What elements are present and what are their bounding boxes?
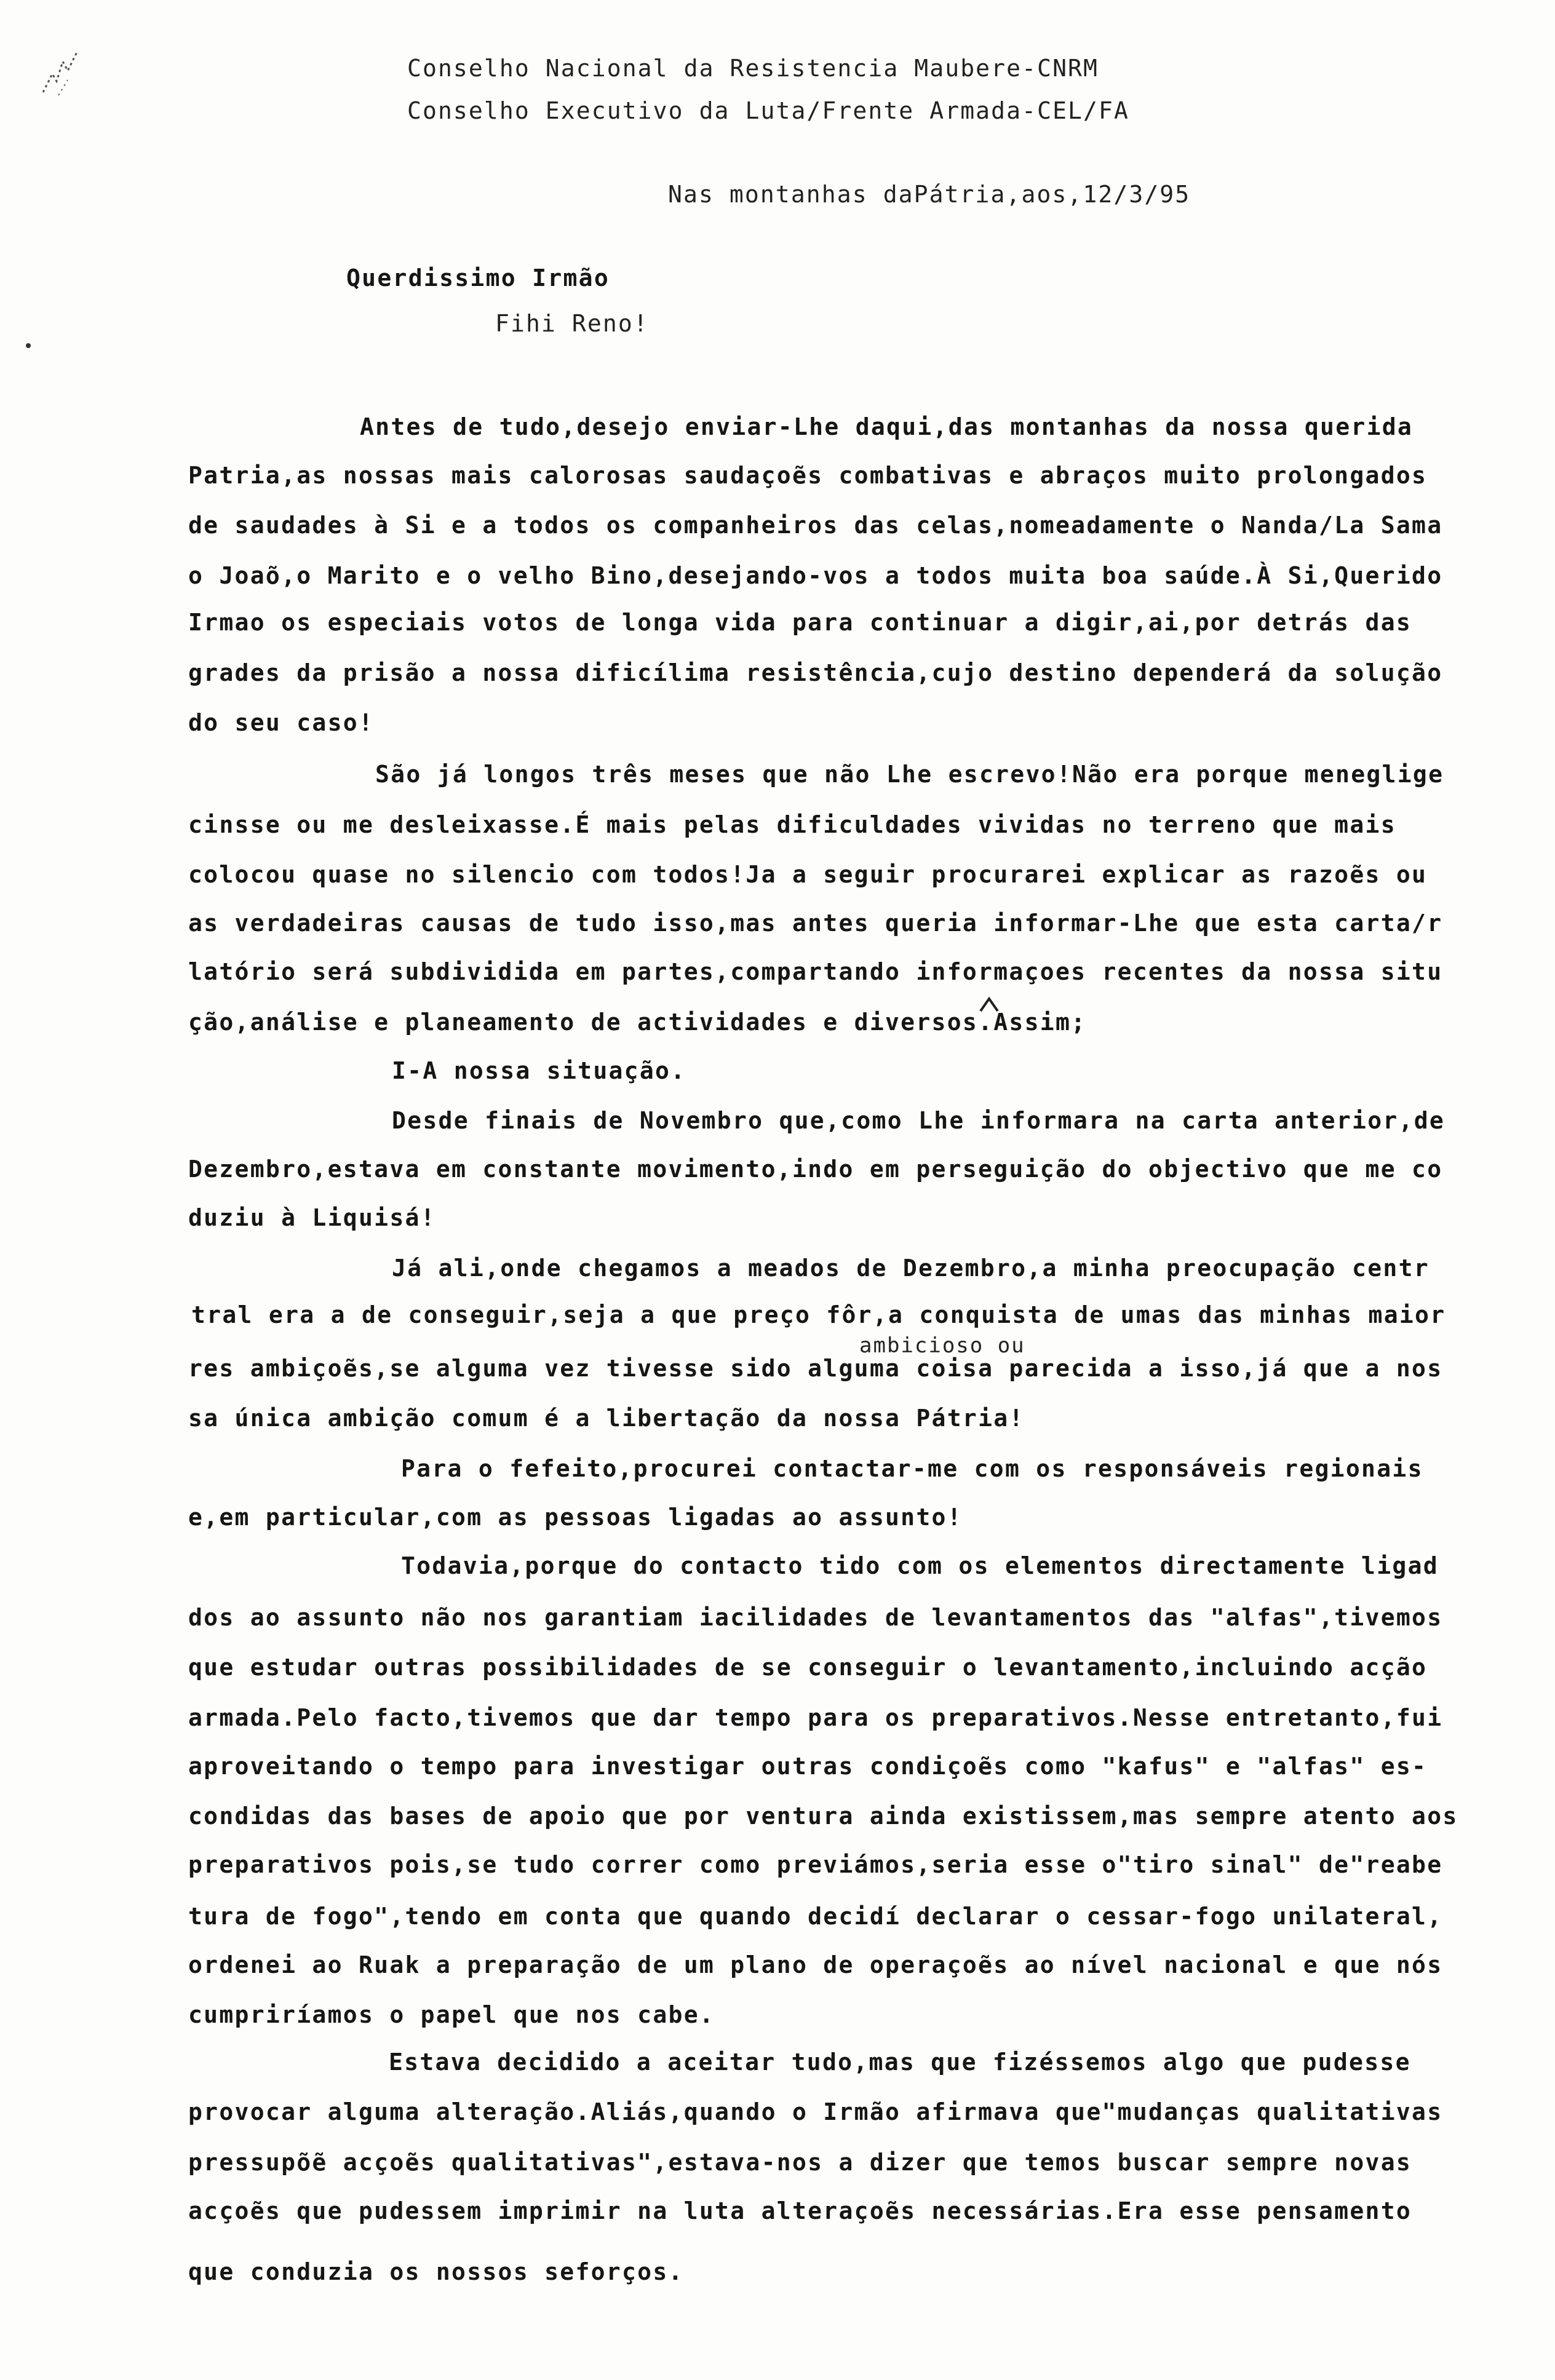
p1-line-2: Patria,as nossas mais calorosas saudaçoẽs combativas e abraços muito prolongados bbox=[188, 462, 1428, 489]
p6-line-2: dos ao assunto não nos garantiam iacilidades de levantamentos das "alfas",tivemos bbox=[188, 1604, 1443, 1631]
p2-line-6: ção,análise e planeamento de actividades e diversos.Assim; bbox=[188, 1009, 1087, 1036]
p4-insertion: ambicioso ou bbox=[859, 1333, 1025, 1358]
p6-line-8: tura de fogo",tendo em conta que quando decidí declarar o cessar-fogo unilateral, bbox=[188, 1903, 1443, 1930]
p5-line-1: Para o fefeito,procurei contactar-me com os responsáveis regionais bbox=[401, 1455, 1423, 1482]
p1-line-5: Irmao os especiais votos de longa vida para continuar a digir,ai,por detrás das bbox=[188, 609, 1412, 636]
p2-line-2: cinsse ou me desleixasse.É mais pelas dificuldades vividas no terreno que mais bbox=[188, 811, 1396, 838]
p6-line-1: Todavia,porque do contacto tido com os elementos directamente ligad bbox=[401, 1552, 1439, 1579]
p2-line-4: as verdadeiras causas de tudo isso,mas antes queria informar-Lhe que esta carta/r bbox=[188, 910, 1443, 937]
letterhead-line-2: Conselho Executivo da Luta/Frente Armada-CEL/FA bbox=[407, 97, 1129, 124]
p6-line-3: que estudar outras possibilidades de se conseguir o levantamento,incluindo acção bbox=[188, 1654, 1428, 1681]
p1-line-3: de saudades à Si e a todos os companheiros das celas,nomeadamente o Nanda/La Sama bbox=[188, 512, 1443, 539]
letterhead-line-1: Conselho Nacional da Resistencia Maubere-CNRM bbox=[407, 55, 1099, 82]
p6-line-9: ordenei ao Ruak a preparação de um plano de operaçoẽs ao nível nacional e que nós bbox=[188, 1951, 1443, 1978]
section-heading: I-A nossa situação. bbox=[392, 1057, 686, 1084]
p2-line-3: colocou quase no silencio com todos!Ja a seguir procurarei explicar as razoẽs ou bbox=[188, 861, 1428, 888]
addressee: Fihi Reno! bbox=[495, 310, 649, 337]
p3-line-2: Dezembro,estava em constante movimento,indo em perseguição do objectivo que me co bbox=[188, 1156, 1443, 1183]
p6-line-5: aproveitando o tempo para investigar outras condiçoẽs como "kafus" e "alfas" es- bbox=[188, 1753, 1428, 1780]
p7-line-3: pressupõẽ acçoẽs qualitativas",estava-nos a dizer que temos buscar sempre novas bbox=[188, 2149, 1412, 2176]
p1-line-1: Antes de tudo,desejo enviar-Lhe daqui,das montanhas da nossa querida bbox=[360, 413, 1414, 440]
p7-line-4: acçoẽs que pudessem imprimir na luta alteraçoẽs necessárias.Era esse pensamento bbox=[188, 2197, 1412, 2224]
p4-line-2: tral era a de conseguir,seja a que preço fôr,a conquista de umas das minhas maior bbox=[191, 1301, 1446, 1328]
p2-line-5: latório será subdividida em partes,compartando informaçoes recentes da nossa situ bbox=[188, 958, 1443, 985]
p7-line-5: que conduzia os nossos seforços. bbox=[188, 2258, 684, 2285]
p3-line-1: Desde finais de Novembro que,como Lhe informara na carta anterior,de bbox=[392, 1107, 1446, 1134]
p2-line-1: São já longos três meses que não Lhe escrevo!Não era porque meneglige bbox=[375, 761, 1444, 788]
p3-line-3: duziu à Liquisá! bbox=[188, 1204, 436, 1231]
p1-line-6: grades da prisão a nossa dificílima resistência,cujo destino dependerá da solução bbox=[188, 659, 1443, 686]
p7-line-1: Estava decidido a aceitar tudo,mas que fizéssemos algo que pudesse bbox=[389, 2049, 1411, 2076]
p7-line-2: provocar alguma alteração.Aliás,quando o Irmão afirmava que"mudanças qualitativas bbox=[188, 2098, 1443, 2125]
p4-line-1: Já ali,onde chegamos a meados de Dezembro,a minha preocupação centr bbox=[392, 1255, 1430, 1282]
p6-line-10: cumpriríamos o papel que nos cabe. bbox=[188, 2001, 715, 2028]
p5-line-2: e,em particular,com as pessoas ligadas ao assunto! bbox=[188, 1504, 963, 1531]
p4-line-3: res ambiçoẽs,se alguma vez tivesse sido alguma coisa parecida a isso,já que a nos bbox=[188, 1355, 1443, 1382]
p6-line-4: armada.Pelo facto,tivemos que dar tempo para os preparativos.Nesse entretanto,fui bbox=[188, 1704, 1443, 1731]
p1-line-4: o Joaõ,o Marito e o velho Bino,desejando-vos a todos muita boa saúde.À Si,Querido bbox=[188, 562, 1443, 589]
margin-scribble bbox=[25, 37, 92, 105]
margin-speck bbox=[22, 339, 34, 352]
salutation: Querdissimo Irmão bbox=[346, 264, 610, 292]
place-date: Nas montanhas daPátria,aos,12/3/95 bbox=[668, 181, 1191, 208]
p6-line-7: preparativos pois,se tudo correr como previámos,seria esse o"tiro sinal" de"reabe bbox=[188, 1851, 1443, 1878]
p6-line-6: condidas das bases de apoio que por ventura ainda existissem,mas sempre atento aos bbox=[188, 1803, 1458, 1830]
p1-line-7: do seu caso! bbox=[188, 709, 375, 736]
p4-line-4: sa única ambição comum é a libertação da nossa Pátria! bbox=[188, 1405, 1025, 1432]
